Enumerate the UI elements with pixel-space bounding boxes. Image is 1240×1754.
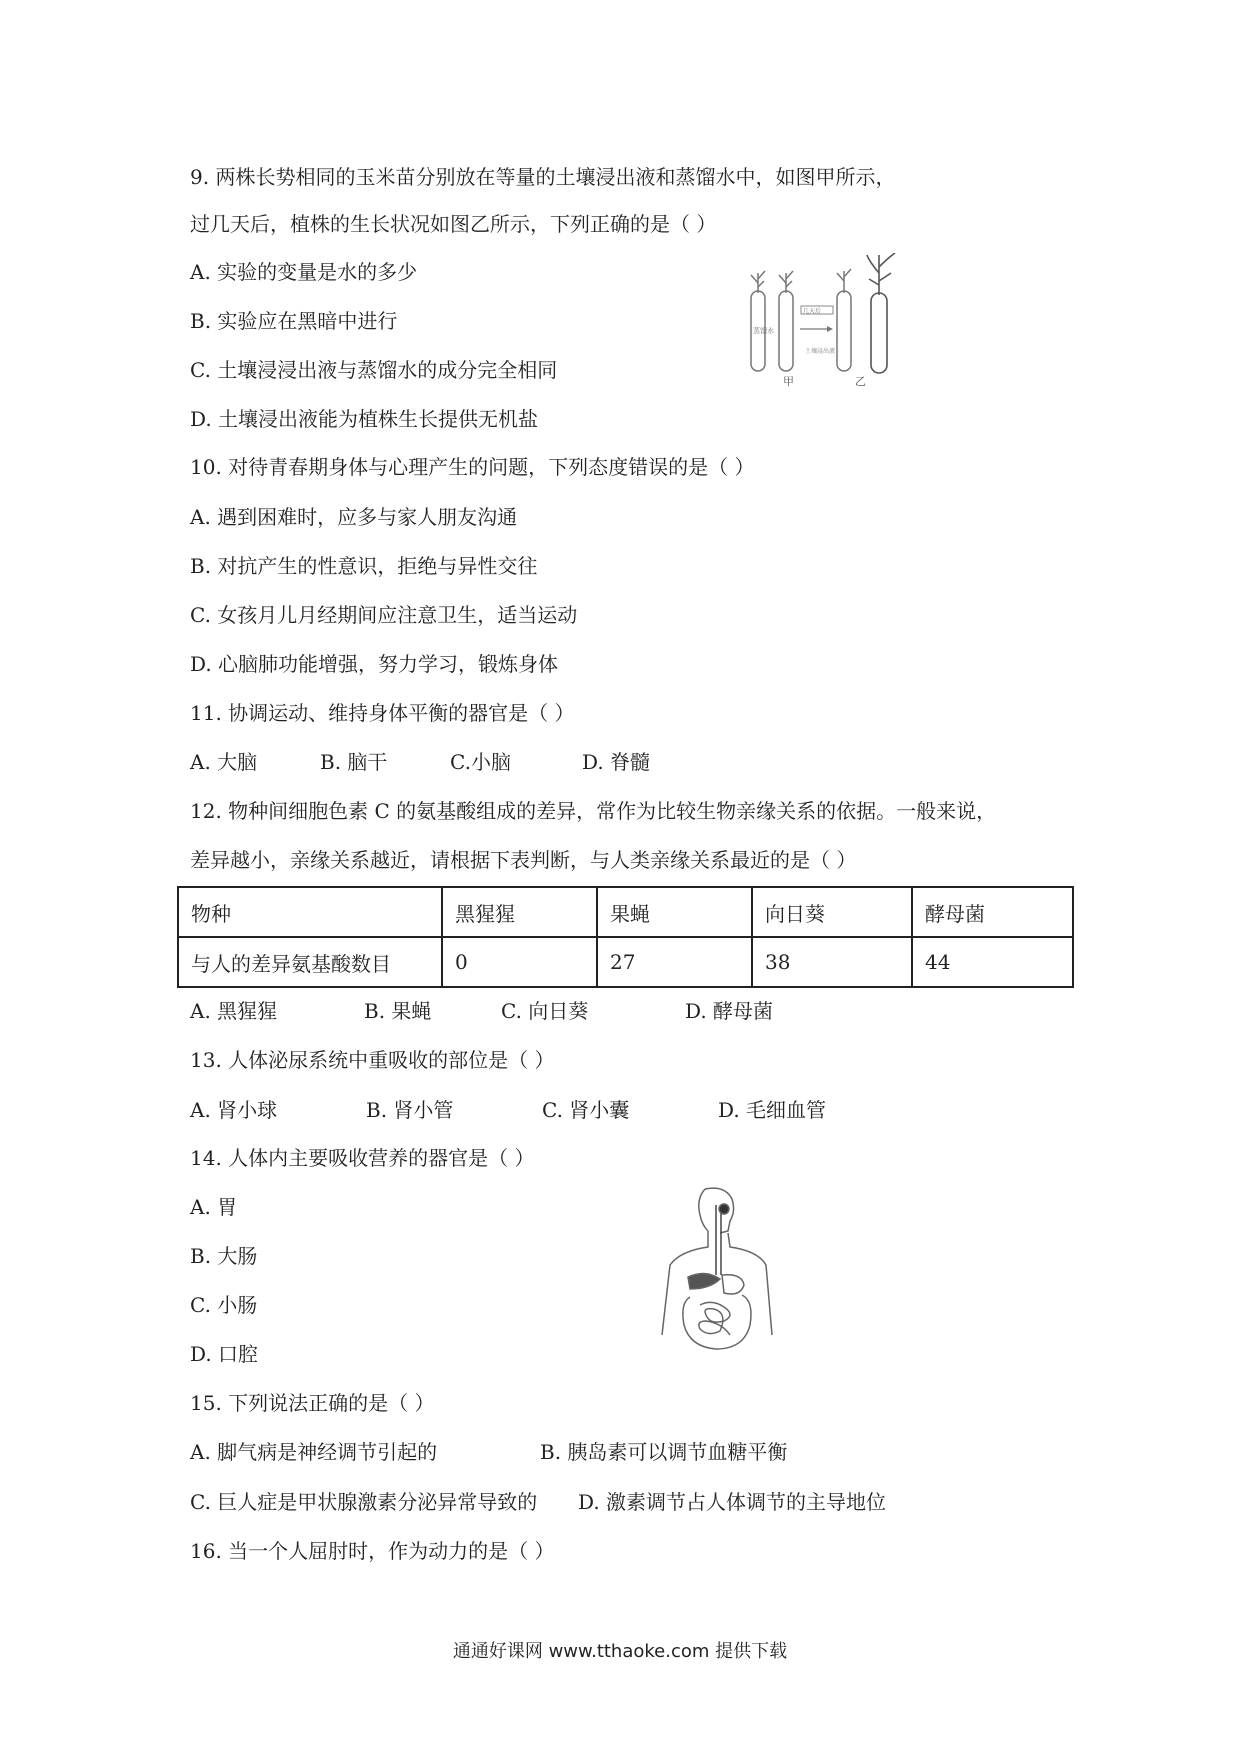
- q13-options: [190, 1097, 826, 1123]
- small-intestine: [699, 1302, 730, 1335]
- page-footer: 通通好课网 www.tthaoke.com 提供下载: [452, 1641, 788, 1662]
- liver: [688, 1273, 720, 1289]
- q15-option-d: D. 激素调节占人体调节的主导地位: [578, 1490, 887, 1514]
- arrow-label: 几天后: [803, 308, 822, 315]
- q9-experiment-figure: [745, 253, 920, 388]
- q9-option-b: B. 实验应在黑暗中进行: [190, 309, 398, 333]
- figure-label-yi: 乙: [855, 375, 866, 388]
- q9-option-a: A. 实验的变量是水的多少: [190, 260, 418, 284]
- table-header-row: [178, 887, 1073, 937]
- q15-option-a: A. 脚气病是神经调节引起的: [190, 1440, 438, 1464]
- q15-stem: 15. 下列说法正确的是（ ）: [190, 1391, 435, 1415]
- q10-option-b: B. 对抗产生的性意识，拒绝与异性交往: [190, 554, 538, 578]
- q14-option-b: B. 大肠: [190, 1244, 258, 1268]
- table-cell: 向日葵: [752, 887, 912, 937]
- q12-option-c: C. 向日葵: [501, 999, 589, 1023]
- q15-options-row2: [190, 1489, 886, 1515]
- q13-option-b: B. 肾小管: [366, 1098, 454, 1122]
- q13-option-a: A. 肾小球: [190, 1098, 278, 1122]
- q12-option-a: A. 黑猩猩: [190, 999, 278, 1023]
- q11-option-b: B. 脑干: [320, 750, 388, 774]
- q14-option-a: A. 胃: [190, 1195, 238, 1219]
- mouth-area: [719, 1204, 729, 1214]
- q11-option-d: D. 脊髓: [582, 750, 651, 774]
- q10-stem: 10. 对待青春期身体与心理产生的问题，下列态度错误的是（ ）: [190, 455, 755, 479]
- arrow-icon: [800, 306, 833, 332]
- q10-option-a: A. 遇到困难时，应多与家人朋友沟通: [190, 505, 518, 529]
- q12-stem-line2: 差异越小，亲缘关系越近，请根据下表判断，与人类亲缘关系最近的是（ ）: [190, 848, 857, 872]
- table-cell: 0: [442, 937, 597, 987]
- q12-option-b: B. 果蝇: [364, 999, 432, 1023]
- q11-option-a: A. 大脑: [190, 750, 258, 774]
- test-tube-distilled-water: [751, 271, 765, 371]
- q11-options: [190, 749, 650, 775]
- table-cell: 38: [752, 937, 912, 987]
- figure-label-jia: 甲: [783, 375, 794, 388]
- q11-stem: 11. 协调运动、维持身体平衡的器官是（ ）: [190, 701, 575, 725]
- digestive-system-figure: [650, 1185, 785, 1365]
- table-cell: 44: [912, 937, 1073, 987]
- q12-option-d: D. 酵母菌: [685, 999, 774, 1023]
- q9-stem-line1: 9. 两株长势相同的玉米苗分别放在等量的土壤浸出液和蒸馏水中，如图甲所示，: [190, 165, 896, 189]
- table-cell: 黑猩猩: [442, 887, 597, 937]
- q9-stem-line2: 过几天后，植株的生长状况如图乙所示，下列正确的是（ ）: [190, 212, 717, 236]
- table-row: [178, 937, 1073, 987]
- q15-option-c: C. 巨人症是甲状腺激素分泌异常导致的: [190, 1490, 538, 1514]
- test-tube-soil-extract: [779, 271, 793, 371]
- table-cell: 与人的差异氨基酸数目: [178, 937, 442, 987]
- species-difference-table: [177, 886, 1074, 988]
- q15-option-b: B. 胰岛素可以调节血糖平衡: [540, 1440, 788, 1464]
- q13-stem: 13. 人体泌尿系统中重吸收的部位是（ ）: [190, 1048, 555, 1072]
- q13-option-c: C. 肾小囊: [542, 1098, 630, 1122]
- tube1-label: 蒸馏水: [753, 327, 774, 335]
- q16-stem: 16. 当一个人屈肘时，作为动力的是（ ）: [190, 1539, 555, 1563]
- table-cell: 酵母菌: [912, 887, 1073, 937]
- q10-option-c: C. 女孩月儿月经期间应注意卫生，适当运动: [190, 603, 578, 627]
- q14-option-c: C. 小肠: [190, 1293, 258, 1317]
- table-cell: 物种: [178, 887, 442, 937]
- q12-stem-line1: 12. 物种间细胞色素 C 的氨基酸组成的差异，常作为比较生物亲缘关系的依据。一般来说，: [190, 799, 997, 823]
- q9-option-d: D. 土壤浸出液能为植株生长提供无机盐: [190, 407, 539, 431]
- q14-stem: 14. 人体内主要吸收营养的器官是（ ）: [190, 1146, 535, 1170]
- test-tube-result-healthy: [867, 253, 895, 373]
- q11-option-c: C.小脑: [450, 750, 511, 774]
- q10-option-d: D. 心脑肺功能增强，努力学习，锻炼身体: [190, 652, 559, 676]
- table-cell: 27: [597, 937, 752, 987]
- table-cell: 果蝇: [597, 887, 752, 937]
- q14-option-d: D. 口腔: [190, 1342, 259, 1366]
- test-tube-result-withered: [837, 269, 851, 371]
- q12-options: [190, 998, 773, 1024]
- q9-option-c: C. 土壤浸浸出液与蒸馏水的成分完全相同: [190, 358, 558, 382]
- q15-options-row1: [190, 1439, 787, 1465]
- stomach: [722, 1275, 744, 1294]
- tube2-label: 土壤浸出液: [805, 348, 836, 355]
- q13-option-d: D. 毛细血管: [718, 1098, 827, 1122]
